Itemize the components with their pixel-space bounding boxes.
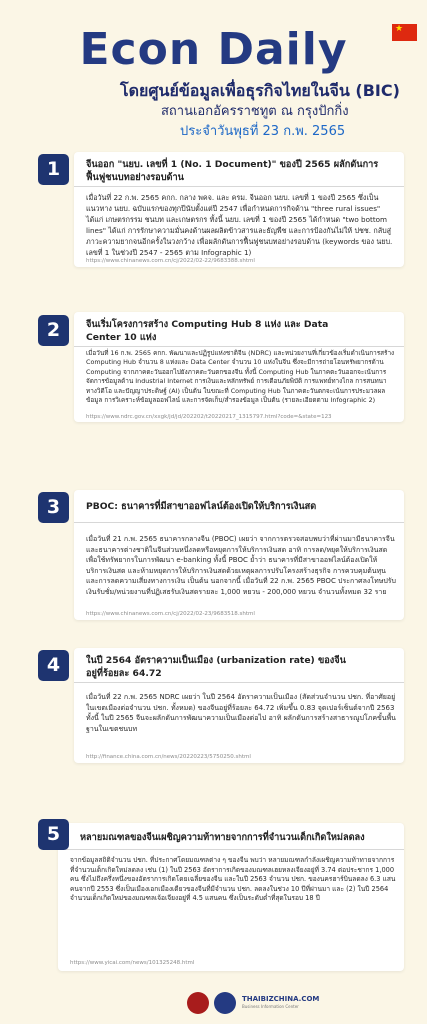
publisher-name: โดยศูนย์ข้อมูลเพื่อธุรกิจไทยในจีน (BIC) <box>120 81 400 100</box>
news-card <box>74 312 404 422</box>
news-card <box>58 823 404 971</box>
news-card <box>74 152 404 267</box>
footer <box>0 992 427 1024</box>
footer-brand: THAIBIZCHINA.COM <box>242 995 320 1003</box>
header <box>0 0 427 140</box>
news-body: เมื่อวันที่ 22 ก.พ. 2565 NDRC เผยว่า ในปี 2564 อัตราความเป็นเมือง (สัดส่วนจำนวน ปชก. ที่อาศัยอยู่ในเขตเมืองต่อจำนวน ปชก. ทั้งหมด) ของจีนอยู่ที่ร้อยละ 64.72 เพิ่มขึ้น 0.83 จุดเปอร์เซ็นต์จากปี 2563 ทั้งนี้ ในปี 2565 จีนจะผลักดันการพัฒนาความเป็นเมืองต่อไป อาทิ ผลักดันการสร้างสาธารณูปโภคขั้นพื้นฐานในเขตชนบท <box>86 693 396 733</box>
news-body: เมื่อวันที่ 22 ก.พ. 2565 คกก. กลาง พคจ. และ ครม. จีนออก นยบ. เลขที่ 1 ของปี 2565 ซึ่งเป็นแนวทาง นยบ. ฉบับแรกของทุกปีนับตั้งแต่ปี 2547 เพื่อกำหนดการกิจด้าน "three rural issues" ได้แก่ เกษตรกรรม ชนบท และเกษตรกร ทั้งนี้ นยบ. เลขที่ 1 ของปี 2565 ได้กำหนด "two bottom lines" ได้แก่ การรักษาความมั่นคงด้านผลผลิตข้าวสารและธัญพืช และการป้องกันไม่ให้ ปชช. กลับสู่ภาวะความยากจนอีกครั้งในวงกว้าง เพื่อผลักดันการฟื้นฟูชนบทอย่างรอบด้าน (keywords ของ นยบ. เลขที่ 1 ในช่วงปี 2547 - 2565 ตาม Infographic 1) <box>86 193 393 257</box>
news-source-link[interactable]: http://finance.china.com.cn/news/20220223/5750250.shtml <box>86 754 251 760</box>
embassy-name: สถานเอกอัครราชทูต ณ กรุงปักกิ่ง <box>161 104 349 119</box>
thaibizchina-logo-icon <box>214 992 236 1014</box>
section-number-badge: 2 <box>38 315 69 346</box>
page-title: Econ Daily <box>79 24 348 75</box>
news-title: จีนออก "นยบ. เลขที่ 1 (No. 1 Document)" ของปี 2565 ผลักดันการฟื้นฟูชนบทอย่างรอบด้าน <box>86 159 379 183</box>
news-source-link[interactable]: https://www.chinanews.com.cn/cj/2022/02-22/9683388.shtml <box>86 258 255 264</box>
section-number-badge: 4 <box>38 650 69 681</box>
divider <box>74 682 404 683</box>
news-card <box>74 648 404 763</box>
section-number-badge: 3 <box>38 492 69 523</box>
divider <box>74 522 404 523</box>
embassy-emblem-icon <box>187 992 209 1014</box>
news-body: เมื่อวันที่ 21 ก.พ. 2565 ธนาคารกลางจีน (PBOC) เผยว่า จากการตรวจสอบพบว่าที่ผ่านมามีธนาคารจีนและธนาคารต่างชาติในจีนส่วนหนึ่งลดหรือหยุดการให้บริการเงินสด อาทิ การลด/หยุดให้บริการเงินสดเพื่อใช้ทรัพยากรในการพัฒนา e-banking ทั้งนี้ PBOC ย้ำว่า ธนาคารที่มีสาขาออฟไลน์ต้องเปิดให้บริการเงินสด และห้ามหยุดการให้บริการเงินสดด้วยเหตุผลการปรับโครงสร้างธุรกิจ การควบคุมต้นทุน และการลดความเสี่ยงทางการเงิน เป็นต้น นอกจากนี้ เมื่อวันที่ 22 ก.พ. 2565 PBOC ประกาศลงโทษปรับเงินรับชั่ม/หน่วยงานที่ปฏิเสธรับเงินสดรายละ 1,000 หยวน - 200,000 หยวน จำนวนทั้งหมด 32 ราย <box>86 535 396 596</box>
news-body: เมื่อวันที่ 16 ก.พ. 2565 คกก. พัฒนาและปฏิรูปแห่งชาติจีน (NDRC) และหน่วยงานที่เกี่ยวข้องเริ่มดำเนินการสร้าง Computing Hub จำนวน 8 แห่งและ Data Center จำนวน 10 แห่งในจีน ซึ่งจะมีการถ่ายโอนทรัพยากรด้าน Computing จากภาคตะวันออกไปยังภาคตะวันตกของจีน ทั้งนี้ Computing Hub ในภาคตะวันออกจะเน้นการจัดการข้อมูลด้าน Industrial Internet การเงินและหลักทรัพย์ การเตือนภัยพิบัติ การแพทย์ทางไกล การสนทนาทางวิดีโอ และปัญญาประดิษฐ์ (AI) เป็นต้น ในขณะที่ Computing Hub ในภาคตะวันตกจะเน้นการประมวลผลข้อมูล การวิเคราะห์ข้อมูลออฟไลน์ และการจัดเก็บ/สำรองข้อมูล เป็นต้น (รายละเอียดตาม Infographic 2) <box>86 349 395 405</box>
section-number-badge: 5 <box>38 819 69 850</box>
news-body: จากข้อมูลสถิติจำนวน ปชก. ที่ประกาศโดยมณฑลต่าง ๆ ของจีน พบว่า หลายมณฑลกำลังเผชิญความท้าทายจากการที่จำนวนเด็กเกิดใหม่ลดลง เช่น (1) ในปี 2563 อัตราการเกิดของมณฑลเฮยหลงเจียงอยู่ที่ 3.74 ต่อประชากร 1,000 คน ซึ่งไม่ถึงครึ่งหนึ่งของอัตราการเกิดโดยเฉลี่ยของจีน และในปี 2563 จำนวน ปชก. ของนครฮาร์บินลดลง 6.3 แสนคนจากปี 2553 ซึ่งเป็นเมืองเอกเมืองเดียวของจีนที่มีจำนวน ปชก. ลดลงในช่วง 10 ปีที่ผ่านมา และ (2) ในปี 2564 จำนวนเด็กเกิดใหม่ของมณฑลเจ้อเจียงอยู่ที่ 4.5 แสนคน ซึ่งเป็นระดับต่ำที่สุดในรอบ 18 ปี <box>70 856 396 903</box>
news-source-link[interactable]: https://www.yicai.com/news/101325248.html <box>70 960 195 966</box>
news-title: หลายมณฑลของจีนเผชิญความท้าทายจากการที่จำนวนเด็กเกิดใหม่ลดลง <box>80 832 365 843</box>
section-number-badge: 1 <box>38 154 69 185</box>
news-title: PBOC: ธนาคารที่มีสาขาออฟไลน์ต้องเปิดให้บริการเงินสด <box>86 501 317 512</box>
issue-date: ประจำวันพุธที่ 23 ก.พ. 2565 <box>180 124 346 139</box>
news-title: จีนเริ่มโครงการสร้าง Computing Hub 8 แห่ง และ Data Center 10 แห่ง <box>86 319 329 343</box>
footer-tagline: Business Information Center <box>242 1004 299 1009</box>
news-source-link[interactable]: https://www.ndrc.gov.cn/xxgk/jd/jd/202202/t20220217_1315797.html?code=&state=123 <box>86 414 332 420</box>
news-title: ในปี 2564 อัตราความเป็นเมือง (urbanization rate) ของจีนอยู่ที่ร้อยละ 64.72 <box>86 655 346 679</box>
divider <box>74 346 404 347</box>
news-card <box>74 490 404 620</box>
divider <box>58 849 404 850</box>
china-flag-icon: ★ <box>392 24 417 41</box>
news-source-link[interactable]: https://www.chinanews.com.cn/cj/2022/02-23/9683518.shtml <box>86 611 255 617</box>
divider <box>74 186 404 187</box>
